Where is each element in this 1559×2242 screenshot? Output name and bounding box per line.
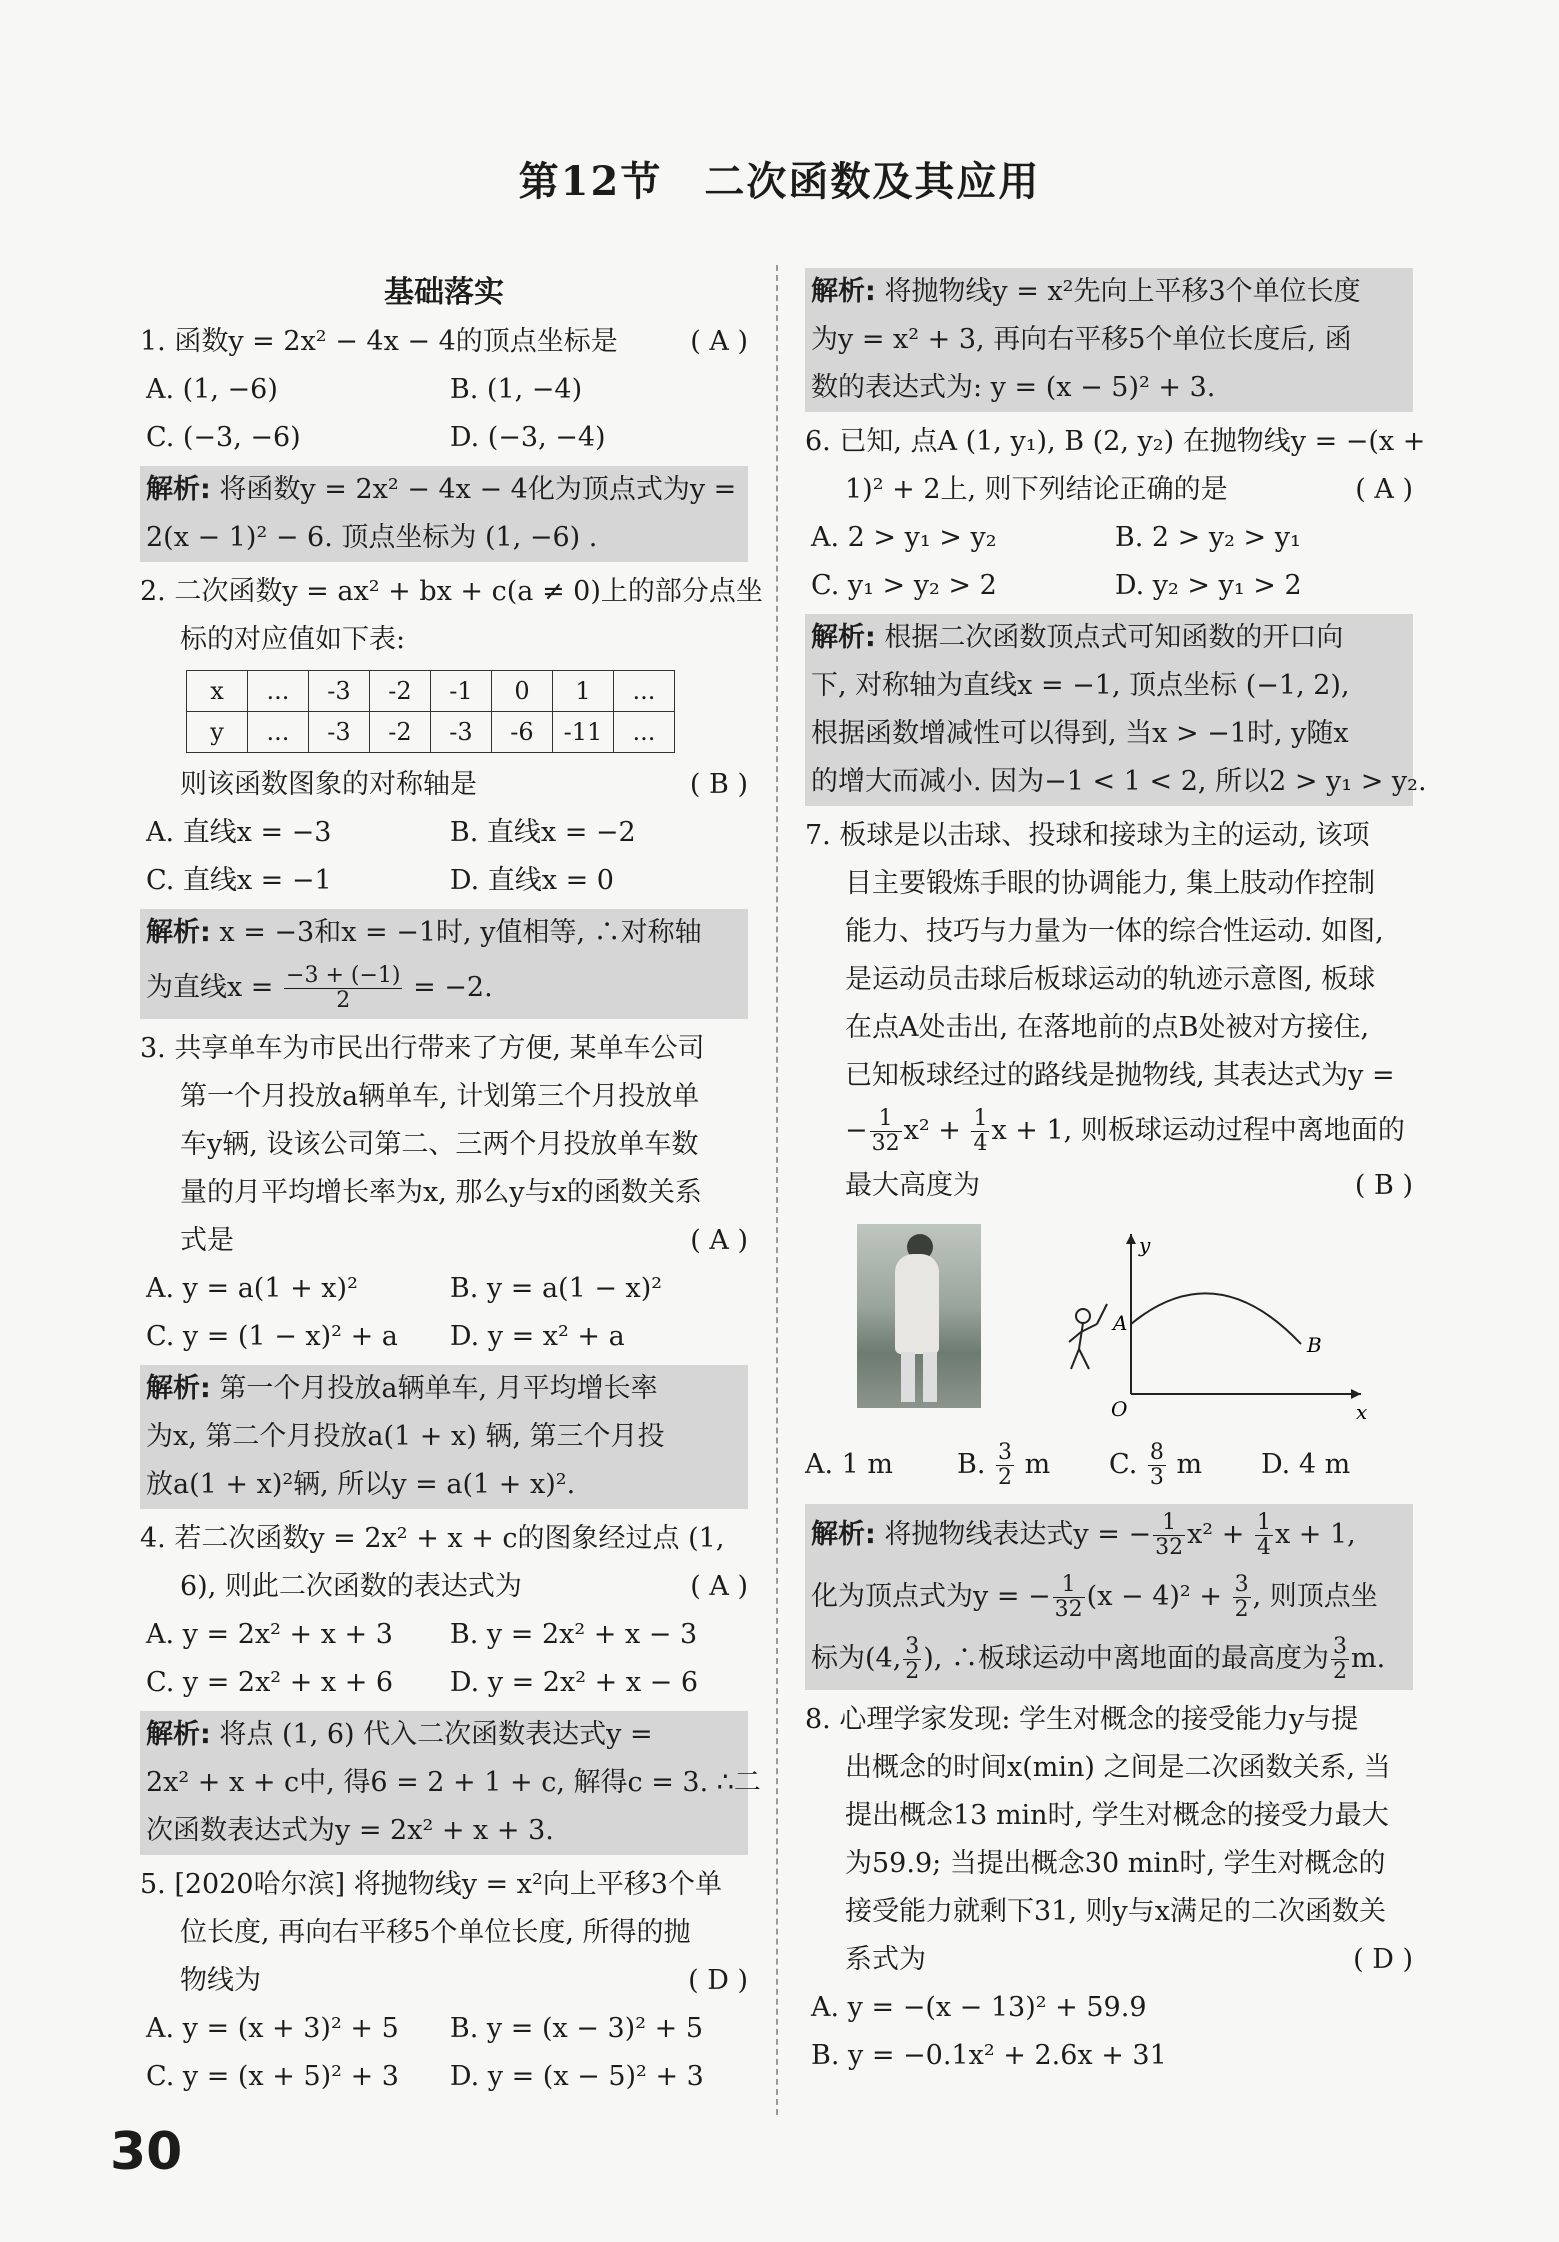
table-cell: ... [248,671,309,712]
solution-block [140,1711,761,1855]
solution-block [805,1504,1413,1690]
numerator: 3 [1333,1634,1347,1659]
column-divider [776,265,778,2115]
solution-block [140,1365,748,1509]
options [140,2053,748,2101]
denominator: 32 [1054,1597,1083,1622]
options [140,366,748,414]
options [805,562,1413,610]
table-cell: y [187,712,248,753]
table-cell: -3 [431,712,492,753]
right-column [805,268,1427,2080]
option-b [957,1430,1109,1500]
solution-label: 解析: [146,474,211,505]
solution-label: 解析: [811,622,876,653]
solution-label: 解析: [146,1719,211,1750]
denominator: 2 [905,1659,920,1684]
fraction [903,1635,921,1684]
table-cell: ... [248,712,309,753]
options [140,1313,748,1361]
question-2: 2. 二次函数y = ax² + bx + c(a ≠ 0)上的部分点坐 [140,576,763,607]
option-b: B. (1, −4) [449,374,583,405]
options [140,1611,748,1659]
denominator: 32 [1155,1535,1184,1560]
table-cell: -2 [370,671,431,712]
question-text: 系式为 [845,1944,926,1975]
table-cell: -3 [309,671,370,712]
y-axis-label: y [1139,1233,1151,1257]
solution-text: 为x, 第二个月投放a(1 + x) 辆, 第三个月投 [146,1421,665,1452]
point-b-label: B [1307,1333,1322,1357]
option-b: B. y = 2x² + x − 3 [449,1619,698,1650]
option-label: C. [1109,1449,1138,1480]
question-text [805,1936,1413,1984]
fraction [284,964,402,1013]
numerator: 1 [1053,1573,1085,1598]
fraction [1233,1573,1251,1622]
question-text: 能力、技巧与力量为一体的综合性运动. 如图, [845,916,1384,947]
answer: ( A ) [1355,474,1413,505]
parabola-curve [1131,1293,1301,1344]
solution-text: 为y = x² + 3, 再向右平移5个单位长度后, 函 [811,324,1352,355]
table-row-x [187,671,675,712]
solution-label: 解析: [146,1373,211,1404]
cricket-player-photo [857,1224,981,1408]
option-a: A. 1 m [805,1449,894,1480]
answer: ( D ) [1353,1944,1413,1975]
question-3: 3. 共享单车为市民出行带来了方便, 某单车公司 [140,1033,705,1064]
solution-text: 第一个月投放a辆单车, 月平均增长率 [219,1373,658,1404]
denominator: 2 [336,988,351,1013]
question-7: 7. 板球是以击球、投球和接球为主的运动, 该项 [805,820,1370,851]
option-c [1109,1430,1261,1500]
solution-block [805,614,1427,806]
option-a: A. (1, −6) [146,374,278,405]
question-text: 车y辆, 设该公司第二、三两个月投放单车数 [180,1129,699,1160]
option-a: A. 2 > y₁ > y₂ [811,522,997,553]
option-d: D. y = x² + a [449,1321,625,1352]
numerator: 3 [998,1440,1013,1465]
options [140,857,748,905]
answer: ( D ) [688,1965,748,1996]
solution-text: , 则顶点坐 [1252,1581,1378,1612]
numerator: −3 + (−1) [286,963,401,988]
question-text: 在点A处击出, 在落地前的点B处被对方接住, [845,1012,1370,1043]
solution-text: x = −3和x = −1时, y值相等, ∴对称轴 [219,917,702,948]
answer: ( B ) [1354,1170,1413,1201]
solution-text: 2x² + x + c中, 得6 = 2 + 1 + c, 解得c = 3. ∴二 [146,1767,761,1798]
question-text: 目主要锻炼手眼的协调能力, 集上肢动作控制 [845,868,1376,899]
option-a: A. y = 2x² + x + 3 [146,1619,393,1650]
left-column [140,268,763,2101]
figure-row [805,1224,1413,1424]
solution-text: (x − 4)² + [1086,1581,1222,1612]
options [805,514,1413,562]
solution-text: 标为(4, [811,1643,902,1674]
question-text: x² + [903,1115,961,1146]
question-text [140,1217,748,1265]
question-text: 第一个月投放a辆单车, 计划第三个月投放单 [180,1081,700,1112]
option-d: D. (−3, −4) [449,422,606,453]
origin-label: O [1111,1397,1128,1421]
solution-label: 解析: [811,276,876,307]
table-row-y [187,712,675,753]
option-d: D. 直线x = 0 [449,865,614,896]
solution-text: 将抛物线y = x²先向上平移3个单位长度 [884,276,1361,307]
option-c: C. 直线x = −1 [146,865,332,896]
solution-label: 解析: [146,917,211,948]
question-text: 标的对应值如下表: [180,624,406,655]
table-cell: ... [614,671,675,712]
denominator: 2 [1333,1659,1347,1684]
question-text: 1)² + 2上, 则下列结论正确的是 [845,474,1228,505]
option-b: B. y = a(1 − x)² [449,1273,663,1304]
question-text: 出概念的时间x(min) 之间是二次函数关系, 当 [845,1752,1391,1783]
solution-text: 将函数y = 2x² − 4x − 4化为顶点式为y = [219,474,737,505]
solution-text: ), ∴板球运动中离地面的最高度为 [923,1643,1329,1674]
fraction [1148,1441,1166,1490]
fraction [996,1441,1014,1490]
options [140,809,748,857]
fraction [1255,1511,1273,1560]
denominator: 2 [1234,1597,1249,1622]
numerator: 1 [973,1106,988,1131]
denominator: 32 [871,1131,900,1156]
denominator: 2 [998,1465,1013,1490]
option-b: B. y = −0.1x² + 2.6x + 31 [811,2040,1167,2071]
question-4: 4. 若二次函数y = 2x² + x + c的图象经过点 (1, [140,1523,725,1554]
question-text: 量的月平均增长率为x, 那么y与x的函数关系 [180,1177,702,1208]
question-text [805,1162,1413,1210]
numerator: 3 [905,1634,920,1659]
question-text [140,1957,748,2005]
option-b: B. 2 > y₂ > y₁ [1114,522,1301,553]
solution-text: 将点 (1, 6) 代入二次函数表达式y = [219,1719,653,1750]
options [805,1430,1413,1500]
section-heading: 基础落实 [384,275,504,310]
table-cell: x [187,671,248,712]
question-5: 5. [2020哈尔滨] 将抛物线y = x²向上平移3个单 [140,1869,722,1900]
numerator: 1 [1153,1511,1185,1536]
fraction [971,1107,989,1156]
solution-text: 下, 对称轴为直线x = −1, 顶点坐标 (−1, 2), [811,670,1350,701]
numerator: 1 [1256,1510,1271,1535]
question-text: 位长度, 再向右平移5个单位长度, 所得的抛 [180,1917,691,1948]
question-6: 6. 已知, 点A (1, y₁), B (2, y₂) 在抛物线y = −(x + [805,426,1426,457]
solution-text: = −2. [413,972,493,1003]
solution-text: x² + [1187,1519,1245,1550]
question-text [805,1100,1413,1162]
question-text: 物线为 [180,1965,261,1996]
options [140,414,748,462]
denominator: 4 [973,1131,988,1156]
options [140,1265,748,1313]
point-a-label: A [1113,1311,1128,1335]
minus-sign: − [845,1115,868,1146]
option-d: D. y = (x − 5)² + 3 [449,2061,704,2092]
question-text: 是运动员击球后板球运动的轨迹示意图, 板球 [845,964,1376,995]
option-c: C. y = 2x² + x + 6 [146,1667,394,1698]
option-a: A. y = −(x − 13)² + 59.9 [811,1992,1147,2023]
question-8: 8. 心理学家发现: 学生对概念的接受能力y与提 [805,1704,1359,1735]
value-table [186,670,675,753]
option-c: C. y = (1 − x)² + a [146,1321,398,1352]
solution-text: m. [1351,1643,1386,1674]
stick-figure-icon [1069,1304,1107,1369]
option-b: B. y = (x − 3)² + 5 [449,2013,704,2044]
table-cell: -2 [370,712,431,753]
option-a: A. y = a(1 + x)² [146,1273,358,1304]
option-a: A. 直线x = −3 [146,817,332,848]
solution-text: 2(x − 1)² − 6. 顶点坐标为 (1, −6) . [146,522,598,553]
question-text [805,466,1413,514]
fraction [1053,1573,1085,1622]
solution-text: 将抛物线表达式y = − [884,1519,1152,1550]
page-title: 第12节 二次函数及其应用 [518,158,1041,205]
answer: ( B ) [689,769,748,800]
option-c: C. y₁ > y₂ > 2 [811,570,997,601]
answer: ( A ) [690,326,748,357]
solution-text: 为直线x = [146,972,274,1003]
unit: m [1024,1449,1051,1480]
solution-text: 数的表达式为: y = (x − 5)² + 3. [811,372,1216,403]
table-cell: -1 [431,671,492,712]
numerator: 8 [1149,1440,1164,1465]
question-text: 接受能力就剩下31, 则y与x满足的二次函数关 [845,1896,1387,1927]
question-1 [140,318,748,366]
question-text [140,1563,748,1611]
y-axis-arrow [1126,1234,1136,1244]
solution-text: 化为顶点式为y = − [811,1581,1051,1612]
question-text: 提出概念13 min时, 学生对概念的接受力最大 [845,1800,1389,1831]
question-text [140,761,748,809]
option-c: C. (−3, −6) [146,422,301,453]
table-cell: 1 [553,671,614,712]
x-axis-label: x [1356,1400,1368,1424]
trajectory-diagram [1011,1224,1371,1424]
question-text: x + 1, 则板球运动过程中离地面的 [991,1115,1405,1146]
question-text: 为59.9; 当提出概念30 min时, 学生对概念的 [845,1848,1386,1879]
solution-text: 根据函数增减性可以得到, 当x > −1时, y随x [811,718,1349,749]
fraction [1153,1511,1185,1560]
option-label: B. [957,1449,986,1480]
unit: m [1176,1449,1203,1480]
page-number: 30 [110,2122,183,2182]
option-c: C. y = (x + 5)² + 3 [146,2061,399,2092]
table-cell: 0 [492,671,553,712]
numerator: 3 [1234,1572,1249,1597]
option-a: A. y = (x + 3)² + 5 [146,2013,399,2044]
table-cell: -11 [553,712,614,753]
question-text: 6), 则此二次函数的表达式为 [180,1571,522,1602]
solution-block [140,909,748,1019]
option-d: D. 4 m [1261,1449,1351,1480]
solution-text: x + 1, [1274,1519,1356,1550]
solution-block [140,466,748,562]
question-text: 1. 函数y = 2x² − 4x − 4的顶点坐标是 [140,326,618,357]
question-text: 式是 [180,1225,234,1256]
answer: ( A ) [690,1225,748,1256]
denominator: 4 [1256,1535,1271,1560]
solution-text: 根据二次函数顶点式可知函数的开口向 [884,622,1344,653]
denominator: 3 [1149,1465,1164,1490]
question-text: 已知板球经过的路线是抛物线, 其表达式为y = [845,1060,1395,1091]
numerator: 1 [870,1107,902,1132]
question-text: 最大高度为 [845,1170,980,1201]
option-d: D. y = 2x² + x − 6 [449,1667,699,1698]
solution-text: 的增大而减小. 因为−1 < 1 < 2, 所以2 > y₁ > y₂. [811,766,1427,797]
options [140,2005,748,2053]
options [140,1659,748,1707]
x-axis-arrow [1351,1389,1361,1399]
solution-label: 解析: [811,1519,876,1550]
solution-text: 次函数表达式为y = 2x² + x + 3. [146,1815,554,1846]
table-cell: -3 [309,712,370,753]
answer: ( A ) [690,1571,748,1602]
table-cell: ... [614,712,675,753]
fraction [1331,1635,1349,1684]
question-text: 则该函数图象的对称轴是 [180,769,477,800]
option-b: B. 直线x = −2 [449,817,636,848]
table-cell: -6 [492,712,553,753]
solution-block [805,268,1413,412]
fraction [870,1107,902,1156]
solution-text: 放a(1 + x)²辆, 所以y = a(1 + x)². [146,1469,576,1500]
option-d: D. y₂ > y₁ > 2 [1114,570,1302,601]
